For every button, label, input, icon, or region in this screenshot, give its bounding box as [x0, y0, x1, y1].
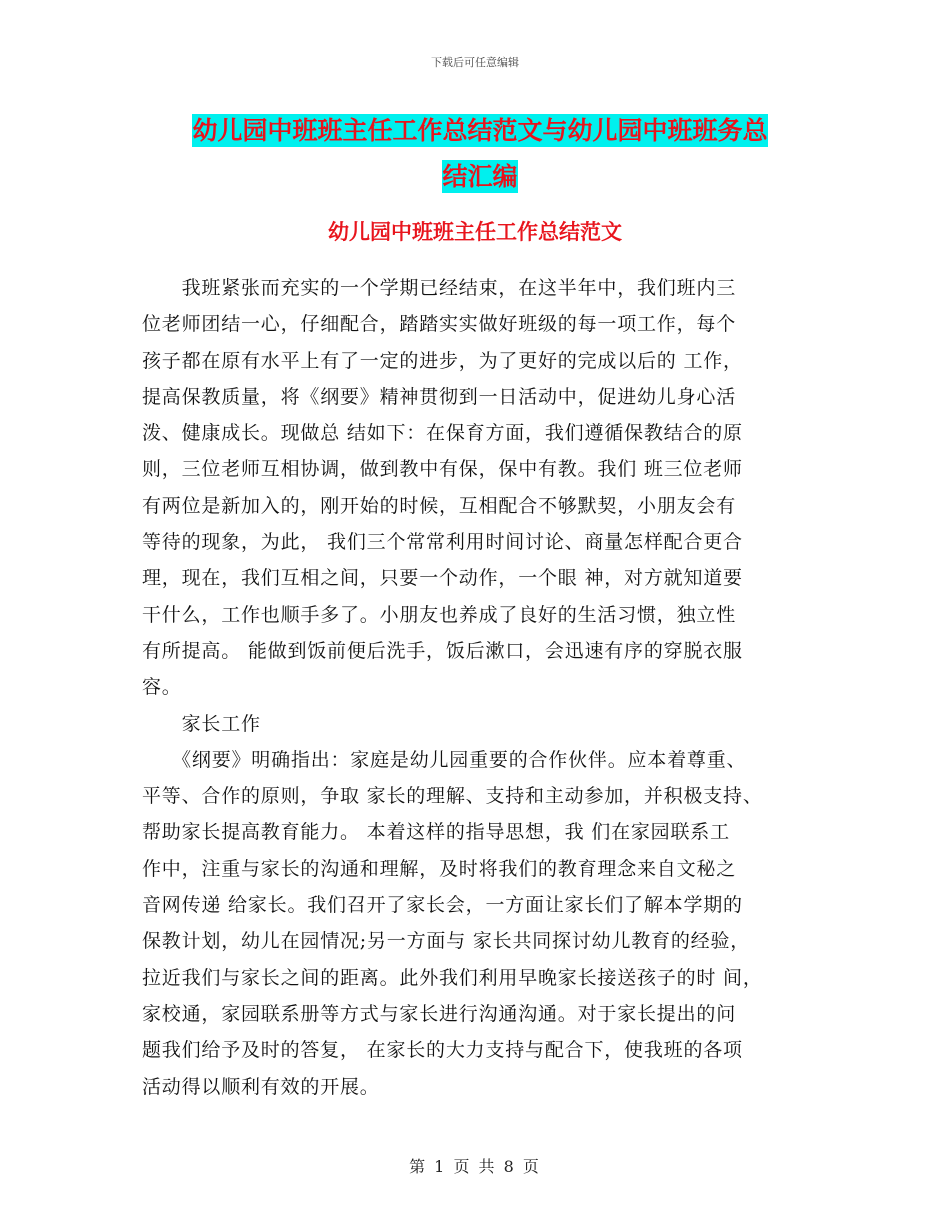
body-line: 作中，注重与家长的沟通和理解，及时将我们的教育理念来自文秘之 [142, 857, 737, 880]
body-line: 有两位是新加入的，刚开始的时候，互相配合不够默契，小朋友会有 [142, 494, 737, 517]
body-text [142, 270, 822, 1105]
body-line: 音网传递 给家长。我们召开了家长会，一方面让家长们了解本学期的 [142, 894, 743, 917]
body-line: 我班紧张而充实的一个学期已经结束，在这半年中，我们班内三 [142, 277, 737, 299]
body-line: 等待的现象，为此， 我们三个常常利用时间讨论、商量怎样配合更合 [142, 531, 743, 554]
document-title-line-2: 结汇编 [442, 162, 518, 191]
body-line: 理，现在，我们互相之间，只要一个动作，一个眼 神，对方就知道要 [142, 567, 743, 590]
body-line: 家校通，家园联系册等方式与家长进行沟通沟通。对于家长提出的问 [142, 1002, 737, 1025]
document-title-line-1: 幼儿园中班班主任工作总结范文与幼儿园中班班务总 [192, 116, 768, 145]
body-line: 家长工作 [142, 712, 261, 735]
body-line: 《纲要》明确指出：家庭是幼儿园重要的合作伙伴。应本着尊重、 [142, 748, 747, 771]
body-line: 保教计划，幼儿在园情况;另一方面与 家长共同探讨幼儿教育的经验， [142, 930, 751, 953]
body-line: 帮助家长提高教育能力。 本着这样的指导思想，我 们在家园联系工 [142, 821, 730, 844]
page-number: 第 1 页 共 8 页 [409, 1157, 541, 1176]
body-line: 活动得以顺利有效的开展。 [142, 1075, 380, 1098]
body-line: 平等、合作的原则，争取 家长的理解、支持和主动参加，并积极支持、 [142, 785, 763, 808]
body-line: 有所提高。 能做到饭前便后洗手，饭后漱口，会迅速有序的穿脱衣服 [142, 639, 743, 662]
body-line: 题我们给予及时的答复， 在家长的大力支持与配合下，使我班的各项 [142, 1039, 743, 1062]
body-line: 拉近我们与家长之间的距离。此外我们利用早晚家长接送孩子的时 间， [142, 966, 763, 989]
section-heading: 幼儿园中班班主任工作总结范文 [328, 220, 622, 244]
body-line: 容。 [142, 676, 182, 699]
body-line: 干什么，工作也顺手多了。小朋友也养成了良好的生活习惯，独立性 [142, 603, 737, 626]
body-line: 位老师团结一心，仔细配合，踏踏实实做好班级的每一项工作，每个 [142, 313, 737, 336]
document-title [140, 108, 820, 200]
body-line: 则，三位老师互相协调，做到教中有保，保中有教。我们 班三位老师 [142, 458, 743, 481]
body-line: 提高保教质量，将《纲要》精神贯彻到一日活动中，促进幼儿身心活 [142, 385, 737, 408]
page-header-note: 下载后可任意编辑 [431, 56, 519, 69]
body-line: 泼、健康成长。现做总 结如下：在保育方面，我们遵循保教结合的原 [142, 422, 743, 445]
body-line: 孩子都在原有水平上有了一定的进步，为了更好的完成以后的 工作， [142, 349, 743, 372]
